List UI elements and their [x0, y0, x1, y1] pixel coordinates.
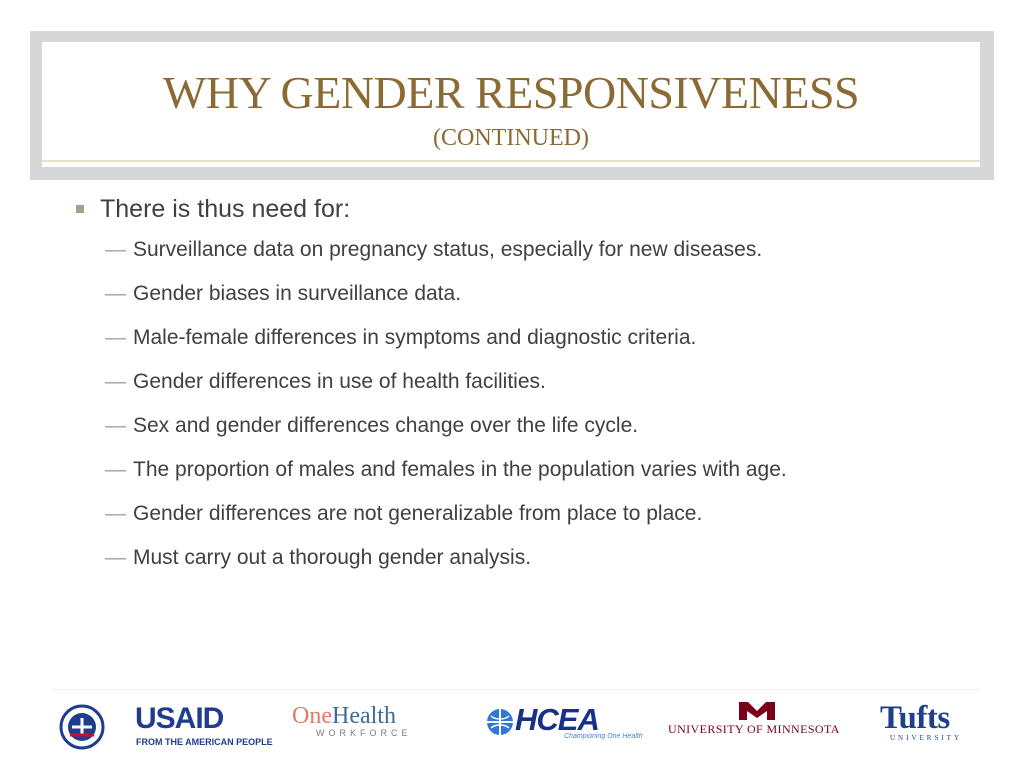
umn-wordmark: UNIVERSITY OF MINNESOTA — [668, 722, 840, 736]
title-divider — [42, 160, 980, 162]
onehealth-one-text: One — [292, 703, 332, 729]
onehealth-health-text: Health — [331, 703, 396, 729]
content-area — [75, 190, 955, 587]
tufts-logo — [877, 694, 997, 756]
onehealth-subtitle: WORKFORCE — [316, 728, 412, 738]
list-item-text: Must carry out a thorough gender analysis. — [133, 546, 532, 569]
list-item-text: Surveillance data on pregnancy status, especially for new diseases. — [133, 238, 763, 261]
globe-icon — [485, 707, 515, 737]
list-item-text: Gender differences are not generalizable from place to place. — [133, 502, 703, 525]
list-item — [75, 323, 955, 353]
dash-bullet-icon: — — [105, 458, 126, 481]
list-item — [75, 235, 955, 265]
usaid-tagline: FROM THE AMERICAN PEOPLE — [136, 737, 273, 747]
slide-title: WHY GENDER RESPONSIVENESS — [162, 67, 860, 118]
title-frame — [30, 31, 994, 180]
dash-bullet-icon: — — [105, 546, 126, 569]
tufts-wordmark: Tufts — [880, 700, 950, 736]
list-item — [75, 499, 955, 529]
usaid-seal-icon — [56, 704, 108, 750]
list-item-text: Sex and gender differences change over the life cycle. — [133, 414, 639, 437]
list-item — [75, 455, 955, 485]
list-item-text: Gender biases in surveillance data. — [133, 282, 462, 305]
onehealth-wordmark — [292, 704, 396, 728]
square-bullet-icon — [76, 205, 84, 213]
dash-bullet-icon: — — [105, 370, 126, 393]
dash-bullet-icon: — — [105, 238, 126, 261]
slide-subtitle: (CONTINUED) — [433, 125, 589, 151]
list-item — [75, 543, 955, 573]
umn-m-icon — [736, 698, 778, 722]
dash-bullet-icon: — — [105, 414, 126, 437]
usaid-logo — [48, 694, 273, 756]
list-item — [75, 367, 955, 397]
logo-strip — [48, 694, 988, 756]
bullet-intro — [75, 190, 955, 228]
hcea-wordmark: HCEA — [515, 702, 599, 737]
hcea-tagline: Championing One Health — [564, 733, 643, 740]
list-item-text: Male-female differences in symptoms and diagnostic criteria. — [133, 326, 697, 349]
tufts-subtitle: UNIVERSITY — [890, 734, 962, 742]
list-item — [75, 279, 955, 309]
hcea-logo — [484, 694, 643, 756]
university-of-minnesota-logo — [668, 694, 858, 756]
list-item-text: The proportion of males and females in the population varies with age. — [133, 458, 787, 481]
onehealth-logo — [292, 694, 457, 756]
dash-bullet-icon: — — [105, 326, 126, 349]
dash-bullet-icon: — — [105, 282, 126, 305]
bullet-intro-text: There is thus need for: — [100, 195, 351, 223]
list-item — [75, 411, 955, 441]
sub-bullet-list — [75, 235, 955, 573]
dash-bullet-icon: — — [105, 502, 126, 525]
title-box — [42, 42, 980, 167]
usaid-wordmark: USAID — [135, 702, 224, 735]
footer-divider — [52, 689, 980, 690]
list-item-text: Gender differences in use of health facilities. — [133, 370, 546, 393]
